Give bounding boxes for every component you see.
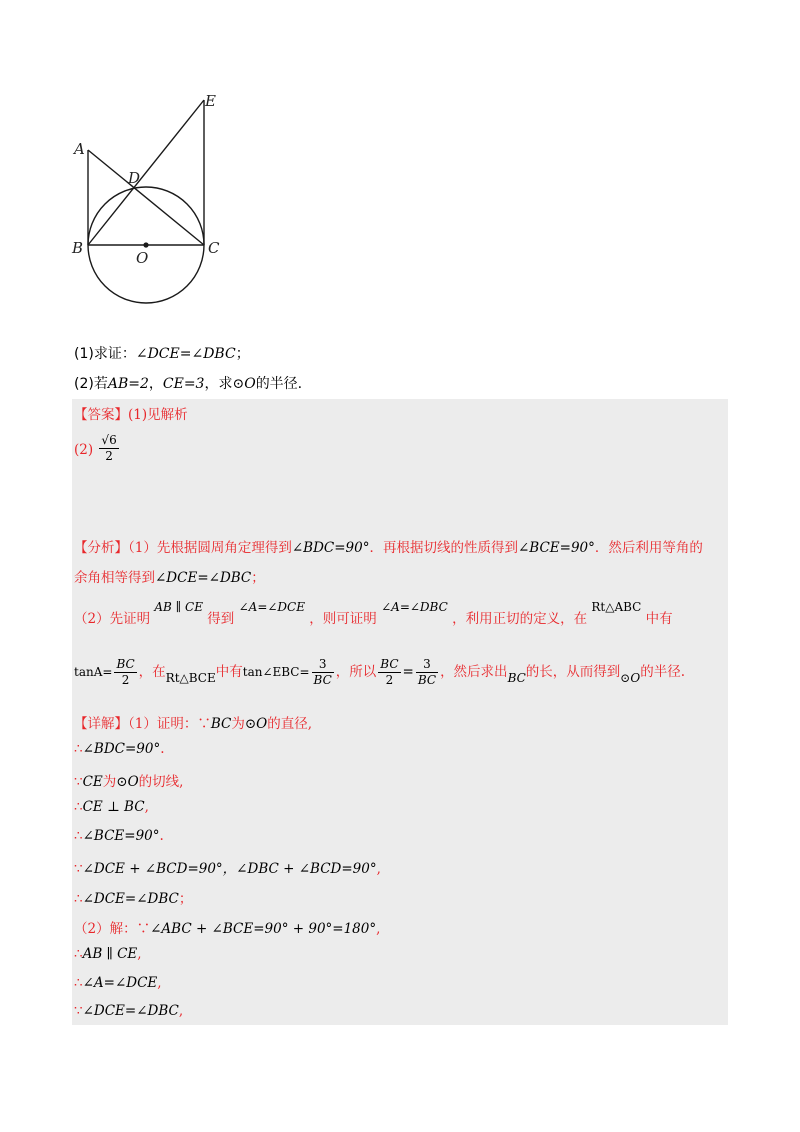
label-d: D xyxy=(128,169,141,187)
analysis-l1-m2: ∠BCE=90° xyxy=(517,540,595,556)
frac-2-den: BC xyxy=(313,673,332,687)
label-b: B xyxy=(72,239,84,257)
detail-line-3 xyxy=(74,770,183,790)
label-a: A xyxy=(74,140,85,158)
frac-4 xyxy=(416,657,438,688)
q2-math-b: CE=3 xyxy=(162,376,205,392)
detail-d10-b: , xyxy=(157,975,162,991)
analysis-l1-m1: ∠BDC=90° xyxy=(291,540,370,556)
analysis-l4-b: 中有 xyxy=(215,664,243,680)
segment-be xyxy=(88,100,204,245)
frac-1-num: BC xyxy=(116,657,135,671)
question-1 xyxy=(74,343,250,363)
segment-ac xyxy=(88,150,204,245)
analysis-l1-c: ．然后利用等角的 xyxy=(594,540,703,556)
detail-d11-m: ∠DCE=∠DBC xyxy=(82,1003,179,1019)
q2-text-c: ，求 xyxy=(204,376,233,392)
detail-d4-b: , xyxy=(144,799,149,815)
detail-d2-m: ∠BDC=90° xyxy=(82,741,161,757)
q2-text-b: ， xyxy=(148,376,163,392)
answer-line-1 xyxy=(74,403,188,423)
q1-number: (1) xyxy=(74,346,94,362)
center-point xyxy=(143,242,148,247)
analysis-l4-eq: = xyxy=(402,664,414,680)
detail-line-9 xyxy=(74,946,142,962)
detail-line-5 xyxy=(74,828,164,844)
detail-d8-a: （2）解：∵ xyxy=(74,921,151,937)
analysis-l4-m3: tan∠EBC= xyxy=(242,665,310,679)
analysis-l3-d: ，利用正切的定义，在 xyxy=(452,611,588,627)
analysis-l3-a: （2）先证明 xyxy=(74,611,151,627)
q1-text: 求证： xyxy=(93,346,136,362)
q1-math: ∠DCE=∠DBC xyxy=(135,346,236,362)
detail-d6-m: ∠DCE + ∠BCD=90°，∠DBC + ∠BCD=90° xyxy=(82,861,377,877)
analysis-line-1 xyxy=(74,536,703,556)
detail-line-2 xyxy=(74,741,165,757)
answer-fraction-num: √6 xyxy=(101,433,117,447)
detail-tag: 【详解】 xyxy=(74,716,128,732)
detail-d8-b: , xyxy=(376,921,381,937)
analysis-l3-m3: ∠A=∠DBC xyxy=(381,600,448,614)
detail-d9-a: ∴ xyxy=(74,946,83,962)
detail-d6-b: , xyxy=(376,861,381,877)
label-e: E xyxy=(205,92,216,110)
detail-d8-m: ∠ABC + ∠BCE=90° + 90°=180° xyxy=(150,921,377,937)
detail-line-1 xyxy=(74,712,312,732)
analysis-l2-a: 余角相等得到 xyxy=(74,570,155,586)
analysis-l4-f: 的半径. xyxy=(640,664,685,680)
q2-math-a: AB=2 xyxy=(107,376,149,392)
analysis-l3-b: 得到 xyxy=(207,611,235,627)
frac-4-num: 3 xyxy=(416,657,438,673)
detail-d10-m: ∠A=∠DCE xyxy=(82,975,158,991)
analysis-l4-m1: tanA= xyxy=(74,665,113,679)
frac-3 xyxy=(378,657,400,688)
q1-end: ； xyxy=(235,346,250,362)
answer-part-2-number: (2) xyxy=(74,442,94,458)
frac-2-num: 3 xyxy=(312,657,334,673)
detail-line-4 xyxy=(74,799,149,815)
detail-d11-a: ∵ xyxy=(74,1003,83,1019)
analysis-l2-b: ； xyxy=(251,570,265,586)
analysis-l3-m4: Rt△ABC xyxy=(591,600,642,614)
answer-fraction-den: 2 xyxy=(105,449,113,463)
detail-line-7 xyxy=(74,887,192,907)
analysis-l1-a: （1）先根据圆周角定理得到 xyxy=(128,540,292,556)
detail-d7-a: ∴ xyxy=(74,891,83,907)
analysis-l3-m2: ∠A=∠DCE xyxy=(238,600,305,614)
detail-d10-a: ∴ xyxy=(74,975,83,991)
detail-line-6 xyxy=(74,857,381,877)
answer-line-2 xyxy=(74,433,121,464)
detail-line-10 xyxy=(74,975,162,991)
detail-d2-a: ∴ xyxy=(74,741,83,757)
analysis-l4-d: ，然后求出 xyxy=(440,664,508,680)
analysis-line-4 xyxy=(74,657,685,688)
detail-d1-a: （1）证明：∵ xyxy=(128,716,211,732)
frac-1 xyxy=(114,657,136,688)
detail-d1-c: 的直径, xyxy=(267,716,313,732)
detail-d9-m: AB ∥ CE xyxy=(82,946,138,962)
frac-1-den: 2 xyxy=(121,673,130,687)
detail-d3-m: CE xyxy=(82,774,103,790)
q2-number: (2) xyxy=(74,376,94,392)
analysis-l4-m2: Rt△BCE xyxy=(165,671,216,685)
detail-d1-b: 为 xyxy=(231,716,245,732)
detail-d5-a: ∴ xyxy=(74,828,83,844)
detail-d1-m2: ⊙O xyxy=(244,716,268,732)
detail-d2-b: . xyxy=(160,741,165,757)
q2-text-d: 的半径. xyxy=(255,376,303,392)
analysis-tag: 【分析】 xyxy=(74,540,128,556)
analysis-l3-c: ，则可证明 xyxy=(309,611,377,627)
analysis-l3-e: 中有 xyxy=(645,611,673,627)
detail-d3-a: ∵ xyxy=(74,774,83,790)
analysis-l4-m5: ⊙O xyxy=(620,671,641,685)
detail-d7-m: ∠DCE=∠DBC xyxy=(82,891,179,907)
frac-3-den: 2 xyxy=(385,673,394,687)
answer-part-1: (1)见解析 xyxy=(128,407,188,423)
frac-2 xyxy=(312,657,334,688)
detail-d11-b: , xyxy=(178,1003,184,1019)
frac-3-num: BC xyxy=(380,657,399,671)
label-o: O xyxy=(136,249,149,267)
analysis-l1-b: ．再根据切线的性质得到 xyxy=(369,540,518,556)
detail-d3-m2: ⊙O xyxy=(116,774,139,790)
answer-fraction xyxy=(99,433,118,464)
analysis-l4-c: ，所以 xyxy=(335,664,377,680)
detail-d5-m: ∠BCE=90° xyxy=(82,828,160,844)
analysis-l4-e: 的长，从而得到 xyxy=(525,664,621,680)
detail-line-11 xyxy=(74,1003,183,1019)
frac-4-den: BC xyxy=(417,673,437,687)
analysis-l4-a: ，在 xyxy=(138,664,166,680)
geometry-figure xyxy=(62,86,232,316)
label-c: C xyxy=(208,239,220,257)
solution-panel xyxy=(72,399,728,1025)
detail-d9-b: , xyxy=(137,946,142,962)
answer-tag: 【答案】 xyxy=(74,407,128,423)
detail-d6-a: ∵ xyxy=(74,861,83,877)
detail-d4-m: CE ⊥ BC xyxy=(82,799,145,815)
analysis-l2-m: ∠DCE=∠DBC xyxy=(155,570,252,586)
detail-d1-m: BC xyxy=(210,716,232,732)
analysis-l3-m1: AB ∥ CE xyxy=(154,600,203,614)
analysis-l4-m4: BC xyxy=(507,671,526,685)
detail-d3-c: 的切线, xyxy=(138,774,184,790)
analysis-line-3 xyxy=(74,600,673,627)
detail-line-8 xyxy=(74,917,380,937)
detail-d4-a: ∴ xyxy=(74,799,83,815)
question-2 xyxy=(74,373,302,393)
analysis-line-2 xyxy=(74,566,265,586)
q2-math-c: ⊙O xyxy=(232,376,256,392)
detail-d7-b: ； xyxy=(178,891,193,907)
q2-text-a: 若 xyxy=(93,376,108,392)
detail-d5-b: . xyxy=(159,828,164,844)
detail-d3-b: 为 xyxy=(102,774,117,790)
